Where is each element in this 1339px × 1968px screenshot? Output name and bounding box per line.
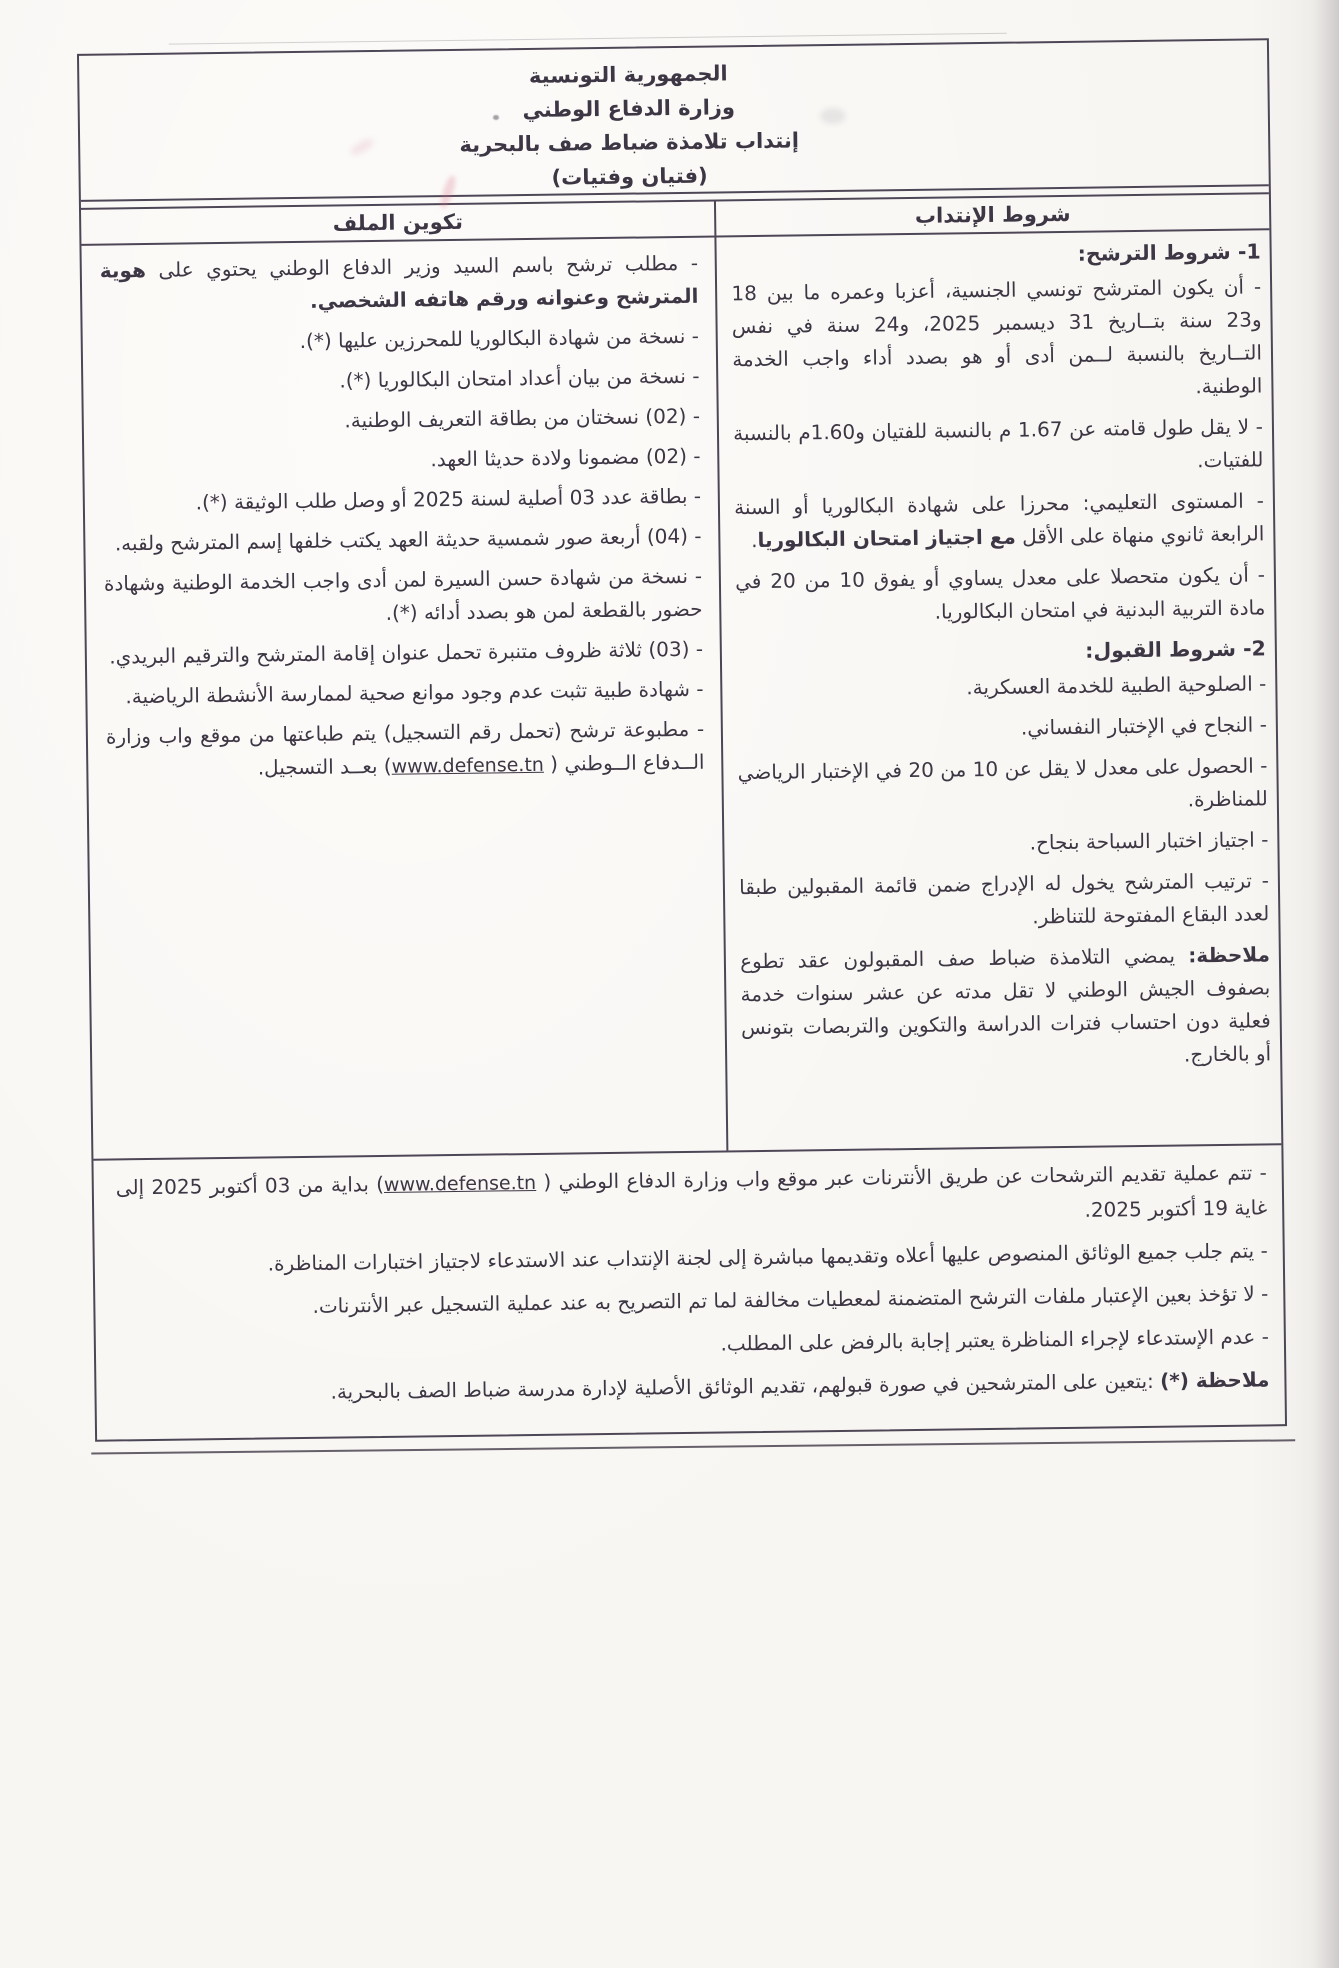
defense-website-url: www.defense.tn (391, 753, 545, 778)
conditions-column (715, 230, 1282, 1150)
document-header (79, 40, 1269, 202)
condition-item: - لا يقل طول قامته عن 1.67 م بالنسبة للفتيان و1.60م بالنسبة للفتيات. (733, 414, 1264, 473)
footer-item: - لا تؤخذ بعين الإعتبار ملفات الترشح المتضمنة لمعطيات مخالفة لما تم التصريح به عند عملية التسجيل عبر الأنترنات. (312, 1281, 1269, 1318)
condition-item: - أن يكون المترشح تونسي الجنسية، أعزبا وعمره ما بين 18 و23 سنة بتــاريخ 31 ديسمبر 2025، و24 سنة في نفس التــاريخ بالنسبة لــمن أدى أو هو بصدد أداء واجب الخدمة الوطنية. (731, 274, 1263, 399)
condition-item: - ترتيب المترشح يخول له الإدراج ضمن قائمة المقبولين طبقا لعدد البقاع المفتوحة للتناظر. (738, 868, 1270, 929)
file-item: - (04) أربعة صور شمسية حديثة العهد يكتب خلفها إسم المترشح ولقبه. (114, 523, 702, 556)
conditions-note: ملاحظة: يمضي التلامذة ضباط صف المقبولون عقد تطوع بصفوف الجيش الوطني لا تقل مدته عن عشر سنوات خدمة فعلية دون احتساب فترات الدراسة والتكوين والتربصات بتونس أو بالخارج. (739, 942, 1272, 1067)
candidacy-conditions-title: 1- شروط الترشح: (1077, 239, 1261, 266)
footer-notes-section (93, 1143, 1284, 1412)
acceptance-conditions-title: 2- شروط القبول: (1085, 636, 1267, 663)
file-item: - (03) ثلاثة ظروف متنبرة تحمل عنوان إقامة المترشح والترقيم البريدي. (109, 636, 704, 669)
file-item: - نسخة من شهادة البكالوريا للمحرزين عليها (*). (299, 323, 700, 353)
condition-item: - النجاح في الإختبار النفساني. (1020, 712, 1268, 740)
condition-item: - اجتياز اختبار السباحة بنجاح. (1029, 827, 1269, 855)
footer-item: - يتم جلب جميع الوثائق المنصوص عليها أعلاه وتقديمها مباشرة إلى لجنة الإنتداب عند الاستدعاء لاجتياز اختبارات المناظرة. (267, 1238, 1268, 1276)
file-column (81, 238, 726, 1159)
table-body (81, 230, 1281, 1158)
conditions-column-header: شروط الإنتداب (714, 194, 1269, 235)
footer-item: - تتم عملية تقديم الترشحات عن طريق الأنترنات عبر موقع واب وزارة الدفاع الوطني ( www.defense.tn) بداية من 03 أكتوبر 2025 إلى غاية 19 أكتوبر 2025. (115, 1160, 1268, 1222)
defense-website-url: www.defense.tn (383, 1171, 537, 1196)
condition-item: - الصلوحية الطبية للخدمة العسكرية. (966, 671, 1267, 700)
page-edge-shadow (1313, 0, 1339, 1968)
title-stack (458, 55, 799, 195)
recruitment-announcement-document (77, 38, 1287, 1441)
file-item: - (02) مضمونا ولادة حديثا العهد. (430, 443, 701, 472)
ministry-title: وزارة الدفاع الوطني (522, 95, 736, 123)
file-column-header: تكوين الملف (332, 209, 464, 236)
republic-title: الجمهورية التونسية (528, 61, 728, 88)
condition-item: - المستوى التعليمي: محرزا على شهادة البكالوريا أو السنة الرابعة ثانوي منهاة على الأقل مع اجتياز امتحان البكالوريا. (734, 488, 1265, 553)
file-item: - شهادة طبية تثبت عدم وجود موانع صحية لممارسة الأنشطة الرياضية. (125, 676, 704, 709)
file-item: - نسخة من بيان أعداد امتحان البكالوريا (*). (339, 363, 700, 393)
condition-item: - أن يكون متحصلا على معدل يساوي أو يفوق 10 من 20 في مادة التربية البدنية في امتحان البكالوريا. (734, 562, 1266, 624)
announcement-title: إنتداب تلامذة ضباط صف بالبحرية (459, 128, 800, 157)
file-item: - مطبوعة ترشح (تحمل رقم التسجيل) يتم طباعتها من موقع واب وزارة الــدفاع الــوطني ( www.defense.tn) بعــد التسجيل. (105, 716, 705, 780)
file-item: - (02) نسختان من بطاقة التعريف الوطنية. (344, 403, 701, 433)
footer-asterisk-note: ملاحظة (*) :يتعين على المترشحين في صورة قبولهم، تقديم الوثائق الأصلية لإدارة مدرسة ضباط الصف بالبحرية. (330, 1367, 1270, 1404)
file-item: - نسخة من شهادة حسن السيرة لمن أدى واجب الخدمة الوطنية وشهادة حضور بالقطعة لمن هو بصدد أدائه (*). (103, 563, 703, 625)
condition-item: - الحصول على معدل لا يقل عن 10 من 20 في الإختبار الرياضي للمناظرة. (737, 753, 1268, 812)
footer-item: - عدم الإستدعاء لإجراء المناظرة يعتبر إجابة بالرفض على المطلب. (720, 1324, 1270, 1356)
audience-subtitle: (فتيان وفتيات) (551, 163, 708, 190)
file-item: - مطلب ترشح باسم السيد وزير الدفاع الوطني يحتوي على هوية المترشح وعنوانه ورقم هاتفه الشخصي. (99, 250, 699, 313)
file-item: - بطاقة عدد 03 أصلية لسنة 2025 أو وصل طلب الوثيقة (*). (195, 483, 702, 515)
